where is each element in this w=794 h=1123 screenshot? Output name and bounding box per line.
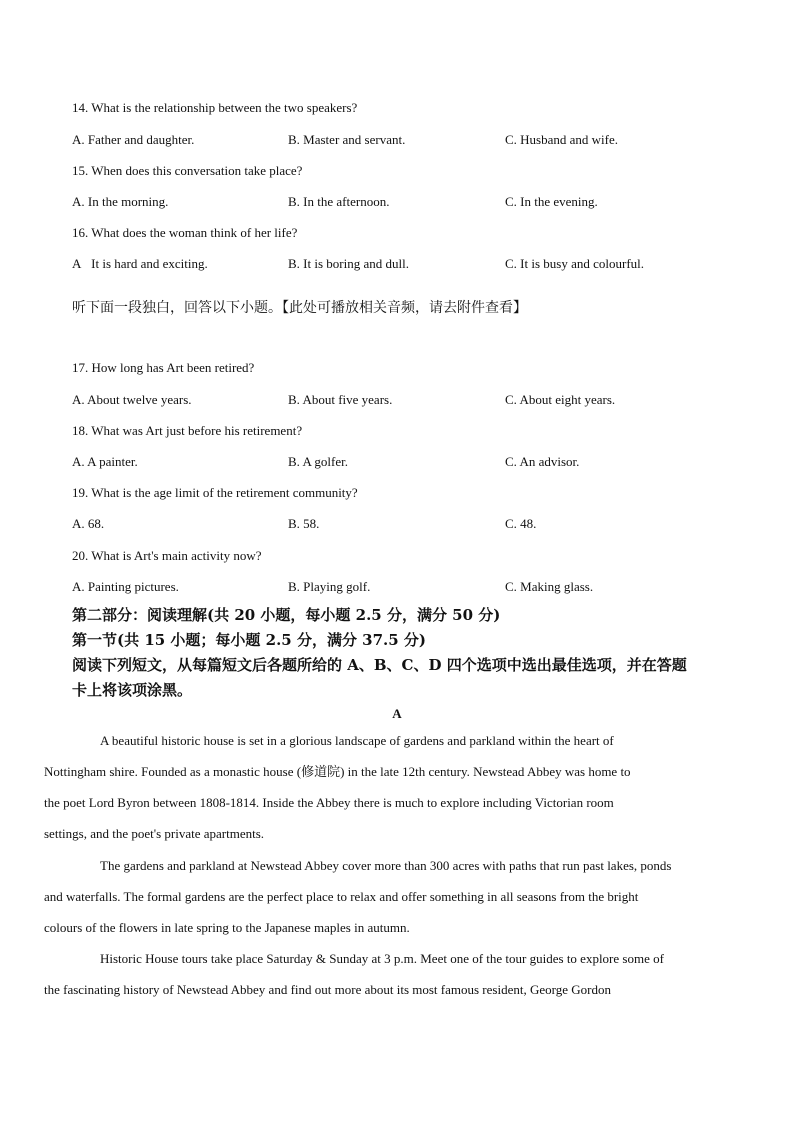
passage-label: A (392, 706, 402, 721)
q18-option-a: A. A painter. (72, 454, 138, 469)
part-title: 第二部分：阅读理解(共 20 小题，每小题 2.5 分，满分 50 分) (72, 606, 501, 624)
monologue-instruction: 听下面一段独白，回答以下小题。【此处可播放相关音频，请去附件查看】 (72, 300, 527, 316)
reading-instruction-line2: 卡上将该项涂黑。 (72, 681, 193, 699)
question-15: 15. When does this conversation take place? (72, 163, 303, 178)
q20-option-a: A. Painting pictures. (72, 579, 179, 594)
question-17: 17. How long has Art been retired? (72, 360, 255, 375)
q15-option-a: A. In the morning. (72, 194, 169, 209)
q15-option-c: C. In the evening. (505, 194, 598, 209)
reading-instruction-line1: 阅读下列短文，从每篇短文后各题所给的 A、B、C、D 四个选项中选出最佳选项，并在答题 (72, 656, 687, 674)
paragraph-2-line-1: The gardens and parkland at Newstead Abbey cover more than 300 acres with paths that run past lakes, ponds (100, 858, 672, 873)
q19-option-c: C. 48. (505, 516, 537, 531)
question-16: 16. What does the woman think of her life? (72, 225, 298, 240)
paragraph-3-line-2: the fascinating history of Newstead Abbey and find out more about its most famous resident, George Gordon (44, 982, 611, 997)
question-20: 20. What is Art's main activity now? (72, 548, 262, 563)
q16-option-c: C. It is busy and colourful. (505, 256, 645, 271)
section-title: 第一节(共 15 小题；每小题 2.5 分，满分 37.5 分) (72, 631, 427, 649)
q20-option-b: B. Playing golf. (288, 579, 371, 594)
paragraph-1-line-2: Nottingham shire. Founded as a monastic house (修道院) in the late 12th century. Newstead Abbey was home to (44, 764, 631, 779)
q17-option-c: C. About eight years. (505, 392, 616, 407)
q18-option-c: C. An advisor. (505, 454, 580, 469)
q17-option-a: A. About twelve years. (72, 392, 192, 407)
q19-option-a: A. 68. (72, 516, 105, 531)
question-19: 19. What is the age limit of the retirement community? (72, 485, 358, 500)
q14-option-b: B. Master and servant. (288, 132, 406, 147)
paragraph-2-line-2: and waterfalls. The formal gardens are the perfect place to relax and offer something in all seasons from the bright (44, 889, 639, 904)
paragraph-1-line-4: settings, and the poet's private apartments. (44, 826, 265, 841)
q17-option-b: B. About five years. (288, 392, 393, 407)
q16-option-a: A It is hard and exciting. (72, 256, 208, 271)
q18-option-b: B. A golfer. (288, 454, 348, 469)
question-14: 14. What is the relationship between the two speakers? (72, 100, 358, 115)
q14-option-a: A. Father and daughter. (72, 132, 195, 147)
paragraph-1-line-3: the poet Lord Byron between 1808-1814. Inside the Abbey there is much to explore including Victorian room (44, 795, 614, 810)
passage-paragraph-2 (44, 850, 722, 943)
q20-option-c: C. Making glass. (505, 579, 594, 594)
q19-option-b: B. 58. (288, 516, 320, 531)
q14-option-c: C. Husband and wife. (505, 132, 619, 147)
paragraph-2-line-3: colours of the flowers in late spring to the Japanese maples in autumn. (44, 920, 410, 935)
q16-option-b: B. It is boring and dull. (288, 256, 409, 271)
paragraph-3-line-1: Historic House tours take place Saturday & Sunday at 3 p.m. Meet one of the tour guides to explore some of (100, 951, 664, 966)
q15-option-b: B. In the afternoon. (288, 194, 390, 209)
passage-paragraph-1 (44, 725, 722, 849)
question-18: 18. What was Art just before his retirement? (72, 423, 303, 438)
passage-paragraph-3 (44, 943, 722, 1005)
paragraph-1-line-1: A beautiful historic house is set in a glorious landscape of gardens and parkland within the heart of (100, 733, 614, 748)
